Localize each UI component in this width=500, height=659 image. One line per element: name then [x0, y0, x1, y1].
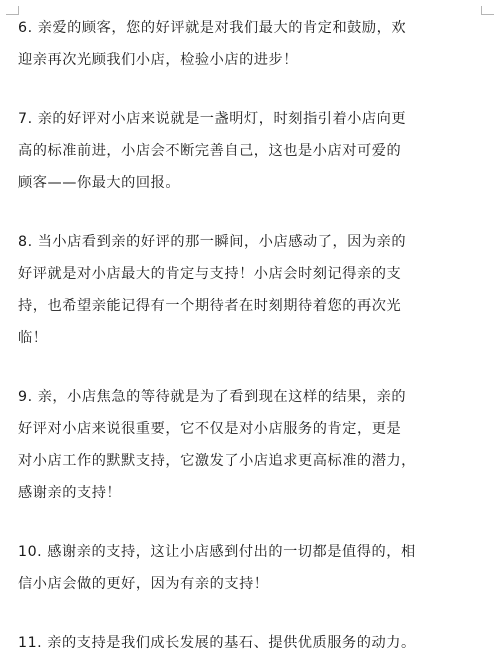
paragraph-6	[18, 12, 484, 76]
paragraph-line: 9. 亲，小店焦急的等待就是为了看到现在这样的结果，亲的	[18, 389, 407, 405]
paragraph-line: 持，也希望亲能记得有一个期待者在时刻期待着您的再次光	[18, 298, 402, 314]
paragraph-line: 信小店会做的更好，因为有亲的支持！	[18, 576, 269, 592]
paragraph-spacer	[18, 199, 484, 226]
paragraph-line: 顾客——你最大的回报。	[18, 175, 181, 191]
paragraph-spacer	[18, 509, 484, 536]
paragraph-11	[18, 627, 484, 659]
paragraph-line: 7. 亲的好评对小店来说就是一盏明灯，时刻指引着小店向更	[18, 111, 407, 127]
paragraph-line: 对小店工作的默默支持，它激发了小店追求更高标准的潜力，	[18, 453, 416, 469]
paragraph-line: 11. 亲的支持是我们成长发展的基石、提供优质服务的动力。	[18, 635, 416, 651]
paragraph-spacer	[18, 600, 484, 627]
paragraph-line: 8. 当小店看到亲的好评的那一瞬间，小店感动了，因为亲的	[18, 234, 407, 250]
paragraph-line: 10. 感谢亲的支持，这让小店感到付出的一切都是值得的，相	[18, 544, 416, 560]
document-page	[18, 12, 484, 659]
paragraph-line: 感谢亲的支持！	[18, 485, 122, 501]
paragraph-8	[18, 226, 484, 354]
paragraph-line: 临！	[18, 330, 48, 346]
paragraph-line: 6. 亲爱的顾客，您的好评就是对我们最大的肯定和鼓励，欢	[18, 20, 407, 36]
paragraph-9	[18, 381, 484, 509]
paragraph-spacer	[18, 354, 484, 381]
paragraph-line: 好评就是对小店最大的肯定与支持！小店会时刻记得亲的支	[18, 266, 402, 282]
paragraph-spacer	[18, 76, 484, 103]
paragraph-10	[18, 536, 484, 600]
paragraph-7	[18, 103, 484, 199]
paragraph-line: 好评对小店来说很重要，它不仅是对小店服务的肯定，更是	[18, 421, 402, 437]
paragraph-line: 高的标准前进，小店会不断完善自己，这也是小店对可爱的	[18, 143, 402, 159]
paragraph-line: 迎亲再次光顾我们小店，检验小店的进步！	[18, 52, 299, 68]
